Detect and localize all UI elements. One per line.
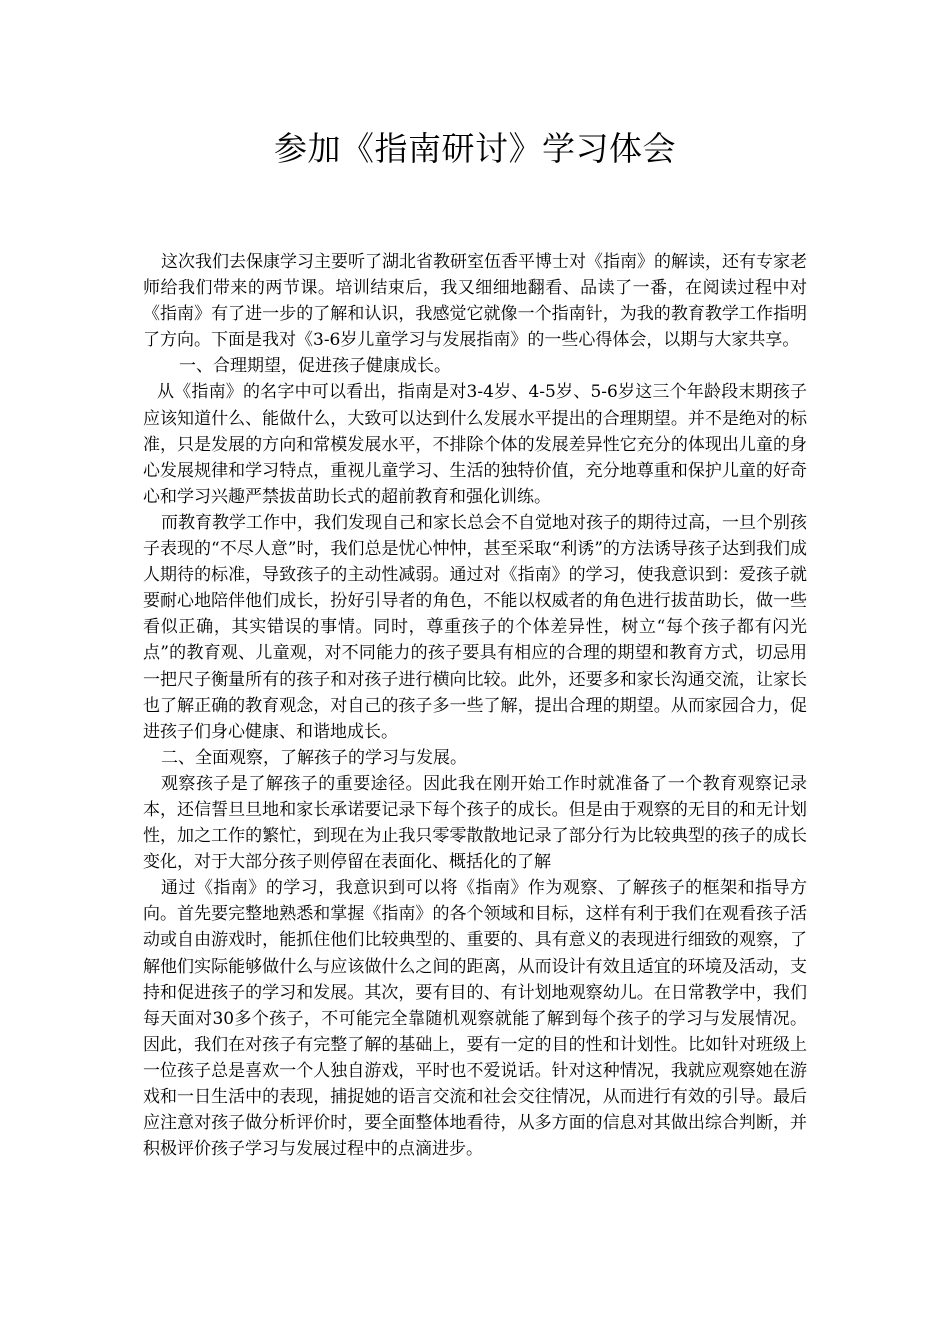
- document-title: 参加《指南研讨》学习体会: [274, 129, 676, 168]
- paragraph-intro: 这次我们去保康学习主要听了湖北省教研室伍香平博士对《指南》的解读，还有专家老师给我们带来的两节课。培训结束后，我又细细地翻看、品读了一番，在阅读过程中对《指南》有了进一步的了解和认识，我感觉它就像一个指南针，为我的教育教学工作指明了方向。下面是我对《3-6岁儿童学习与发展指南》的一些心得体会，以期与大家共享。: [143, 252, 807, 351]
- paragraph-guide-framework: 通过《指南》的学习，我意识到可以将《指南》作为观察、了解孩子的框架和指导方向。首先要完整地熟悉和掌握《指南》的各个领域和目标，这样有利于我们在观看孩子活动或自由游戏时，能抓住他们比较典型的、重要的、具有意义的表现进行细致的观察，了解他们实际能够做什么与应该做什么之间的距离，从而设计有效且适宜的环境及活动，支持和促进孩子的学习和发展。其次，要有目的、有计划地观察幼儿。在日常教学中，我们每天面对30多个孩子，不可能完全靠随机观察就能了解到每个孩子的学习与发展情况。因此，我们在对孩子有完整了解的基础上，要有一定的目的性和计划性。比如针对班级上一位孩子总是喜欢一个人独自游戏，平时也不爱说话。针对这种情况，我就应观察她在游戏和一日生活中的表现，捕捉她的语言交流和社会交往情况，从而进行有效的引导。最后应注意对孩子做分析评价时，要全面整体地看待，从多方面的信息对其做出综合判断，并积极评价孩子学习与发展过程中的点滴进步。: [143, 878, 807, 1160]
- section-heading-1: 一、合理期望，促进孩子健康成长。: [179, 356, 451, 377]
- paragraph-guide-expectation: 从《指南》的名字中可以看出，指南是对3-4岁、4-5岁、5-6岁这三个年龄段末期孩子应该知道什么、能做什么，大致可以达到什么发展水平提出的合理期望。并不是绝对的标准，只是发展的方向和常模发展水平，不排除个体的发展差异性它充分的体现出儿童的身心发展规律和学习特点，重视儿童学习、生活的独特价值，充分地尊重和保护儿童的好奇心和学习兴趣严禁拔苗助长式的超前教育和强化训练。: [143, 382, 807, 507]
- paragraph-teaching-reflection: 而教育教学工作中，我们发现自己和家长总会不自觉地对孩子的期待过高，一旦个别孩子表现的“不尽人意”时，我们总是忧心忡忡，甚至采取“利诱”的方法诱导孩子达到我们成人期待的标准，导致孩子的主动性减弱。通过对《指南》的学习，使我意识到：爱孩子就要耐心地陪伴他们成长，扮好引导者的角色，不能以权威者的角色进行拔苗助长，做一些看似正确，其实错误的事情。同时，尊重孩子的个体差异性，树立“每个孩子都有闪光点”的教育观、儿童观，对不同能力的孩子要具有相应的合理的期望和教育方式，切忌用一把尺子衡量所有的孩子和对孩子进行横向比较。此外，还要多和家长沟通交流，让家长也了解正确的教育观念，对自己的孩子多一些了解，提出合理的期望。从而家园合力，促进孩子们身心健康、和谐地成长。: [143, 512, 807, 742]
- paragraph-observation: 观察孩子是了解孩子的重要途径。因此我在刚开始工作时就准备了一个教育观察记录本，还信誓旦旦地和家长承诺要记录下每个孩子的成长。但是由于观察的无目的和无计划性，加之工作的繁忙，到现在为止我只零零散散地记录了部分行为比较典型的孩子的成长变化，对于大部分孩子则停留在表面化、概括化的了解: [143, 773, 807, 873]
- document-body: [143, 249, 807, 1162]
- section-heading-2: 二、全面观察，了解孩子的学习与发展。: [161, 747, 467, 768]
